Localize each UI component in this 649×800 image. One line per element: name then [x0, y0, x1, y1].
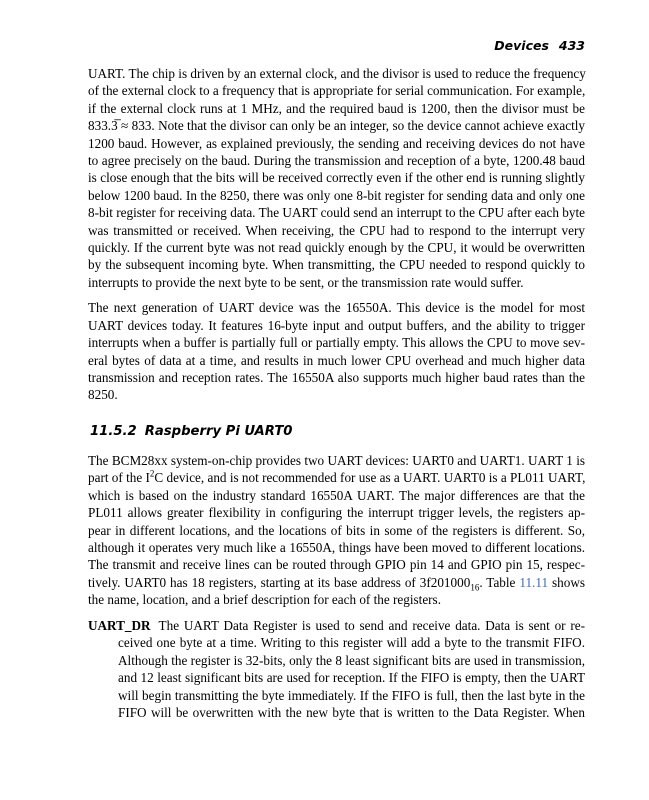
- page-number: 433: [558, 38, 585, 53]
- text-line: to agree precisely on the baud. During the transmission and reception of a byte, 1200.48 baud: [88, 153, 585, 169]
- section-title: Raspberry Pi UART0: [144, 424, 293, 439]
- register-definition: [88, 617, 585, 721]
- subscript: 16: [470, 582, 480, 593]
- text-line: was transmitted or received. When receiving, the CPU had to respond to the interrupt very: [88, 222, 585, 238]
- text-line: is close enough that the bits will be received correctly even if the other end is running slightly: [88, 170, 585, 186]
- definition-term: UART_DR: [88, 618, 151, 633]
- text-line: quickly. If the current byte was not read quickly enough by the CPU, it would be overwritten: [88, 240, 585, 256]
- definition-line: will begin transmitting the byte immediately. If the FIFO is full, then the last byte in the: [118, 687, 585, 703]
- table-reference-link[interactable]: 11.11: [519, 574, 549, 590]
- text-line: part of the $I^2C$ device, and is not recommended for use as a UART. UART0 is a PL011 UART,: [88, 469, 586, 486]
- running-header: [494, 38, 585, 53]
- text-line: by the subsequent incoming byte. When transmitting, the CPU needed to respond quickly to: [88, 257, 585, 273]
- text-line: eral bytes of data at a time, and results in much lower CPU overhead and much higher data: [88, 352, 585, 368]
- text-line: if the external clock runs at 1 MHz, and the required baud is 1200, then the divisor must be: [88, 100, 585, 116]
- section-heading: [90, 424, 293, 439]
- text-line: 1200 baud. However, as explained previously, the sending and receiving devices do not have: [88, 135, 585, 151]
- definition-line: UART_DR The UART Data Register is used to send and receive data. Data is sent or re-: [88, 618, 585, 633]
- paragraph-uart-clock: [88, 65, 585, 291]
- text-line: The transmit and receive lines can be routed through GPIO pin 14 and GPIO pin 15, respec-: [88, 557, 585, 573]
- text-line: which is based on the industry standard 16550A UART. The major differences are that the: [88, 487, 585, 503]
- text-line: UART. The chip is driven by an external clock, and the divisor is used to reduce the frequency: [88, 66, 586, 81]
- body-text-top: [88, 65, 585, 412]
- text-line: 833.3̅ ≈ 833. Note that the divisor can only be an integer, so the device cannot achieve exactly: [88, 118, 585, 134]
- text-line: The BCM28xx system-on-chip provides two UART devices: UART0 and UART1. UART 1 is: [88, 453, 585, 468]
- text-line: below 1200 baud. In the 8250, there was only one 8-bit register for sending data and only one: [88, 187, 585, 203]
- definition-line: ceived one byte at a time. Writing to this register will add a byte to the transmit FIFO.: [118, 635, 585, 651]
- text-line: PL011 allows greater flexibility in configuring the interrupt trigger levels, the registers ap-: [88, 505, 585, 521]
- text-line: although it operates very much like a 16550A, things have been moved to different locations.: [88, 540, 585, 556]
- text-line: pear in different locations, and the locations of bits in some of the registers is different. So,: [88, 522, 585, 538]
- header-title: Devices: [494, 38, 549, 53]
- text-line: interrupts to provide the next byte to be sent, or the transmission rate would suffer.: [88, 274, 524, 290]
- text-line: The next generation of UART device was the 16550A. This device is the model for most: [88, 300, 585, 316]
- superscript: 2: [149, 469, 155, 480]
- paragraph-bcm28xx: [88, 452, 585, 609]
- definition-line: Although the register is 32-bits, only the 8 least significant bits are used in transmission,: [118, 652, 585, 668]
- paragraph-16550a: [88, 299, 585, 403]
- text-line: interrupts when a buffer is partially full or partially empty. This allows the CPU to move sev-: [88, 335, 585, 351]
- text-line: of the external clock to a frequency that is appropriate for serial communication. For example,: [88, 83, 586, 99]
- text-line: transmission and reception rates. The 16550A also supports much higher baud rates than the: [88, 369, 585, 385]
- text-line: UART devices today. It features 16-byte input and output buffers, and the ability to trigger: [88, 317, 585, 333]
- section-number: 11.5.2: [90, 424, 137, 439]
- text-line: tively. UART0 has 18 registers, starting at its base address of $3f201000_{16}$. Table 11.11 shows: [88, 574, 585, 593]
- definition-line: and 12 least significant bits are used for reception. If the FIFO is empty, then the UART: [118, 670, 585, 686]
- text-line: the name, location, and a brief description for each of the registers.: [88, 592, 441, 608]
- text-line: 8250.: [88, 387, 118, 403]
- text-line: 8-bit register for receiving data. The UART could send an interrupt to the CPU after each byte: [88, 205, 585, 221]
- definition-line: FIFO will be overwritten with the new byte that is written to the Data Register. When: [118, 705, 585, 721]
